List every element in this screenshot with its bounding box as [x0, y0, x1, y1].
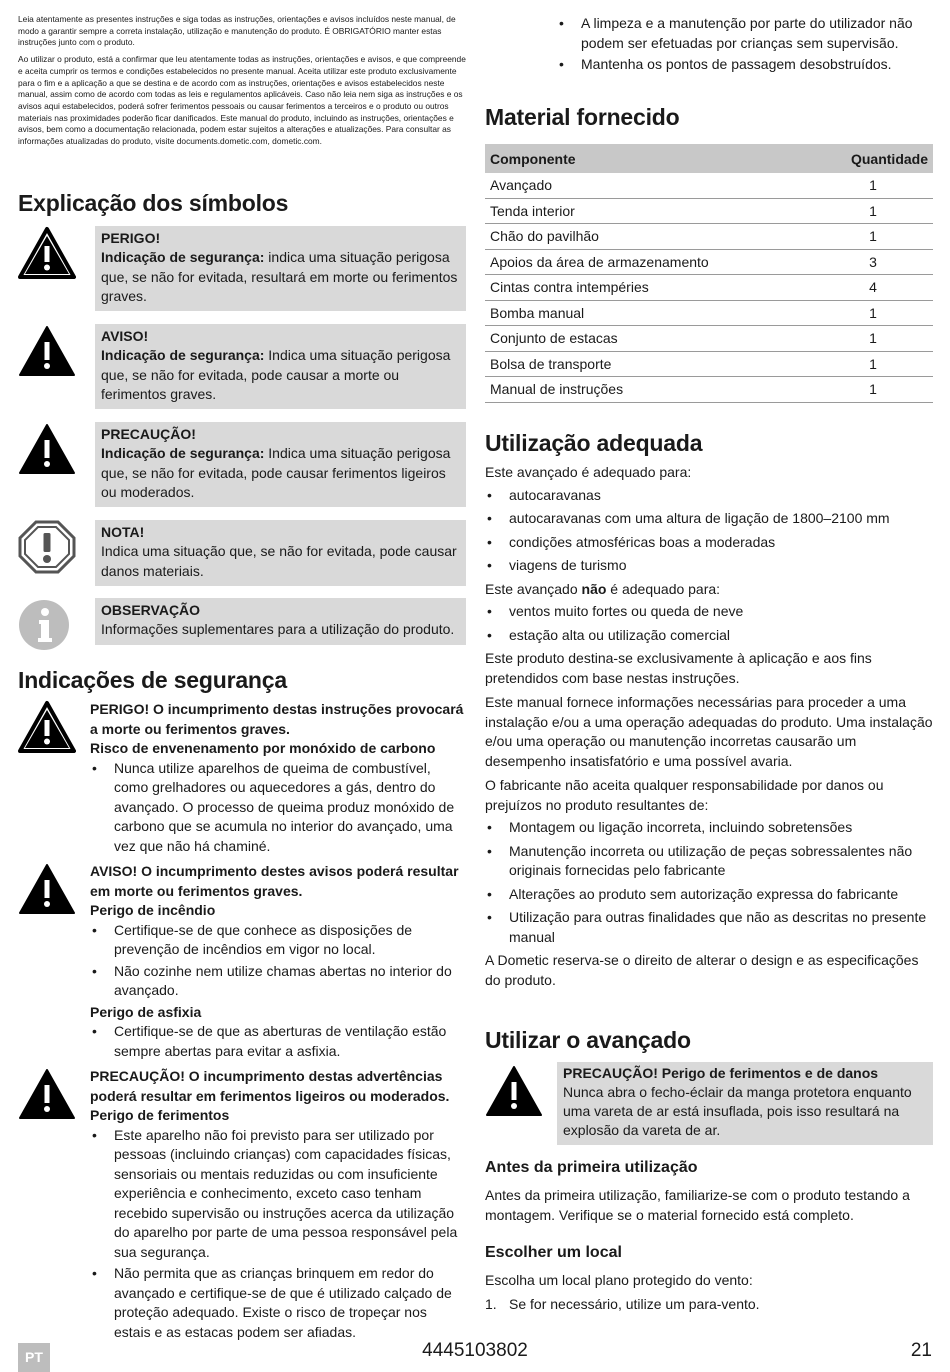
cell-qty: 1: [748, 173, 933, 198]
symbol-label: PERIGO!: [101, 230, 161, 246]
list-item: • A limpeza e a manutenção por parte do utilizador não podem ser efetuadas por crianças sem supervisão.: [557, 14, 933, 53]
symbol-caution: [18, 422, 466, 520]
safety-danger: [18, 700, 466, 856]
symbol-label: OBSERVAÇÃO: [101, 602, 201, 618]
cell-name: Cintas contra intempéries: [485, 275, 748, 301]
using-caution: [485, 1062, 933, 1144]
use-suitable-list: [485, 486, 933, 576]
safety-warning-bullets2: [90, 1022, 466, 1061]
cell-name: Conjunto de estacas: [485, 326, 748, 352]
symbol-info-box: [95, 598, 466, 645]
symbol-text: Informações suplementares para a utilização do produto.: [101, 621, 455, 638]
list-item: • estação alta ou utilização comercial: [485, 626, 933, 646]
safety-warning-bullets1: [90, 921, 466, 1001]
col-quantity: Quantidade: [748, 144, 933, 173]
col-component: Componente: [485, 144, 748, 173]
intro-paragraph-1: Leia atentamente as presentes instruções e siga todas as instruções, orientações e avisos incluídos neste manual, de modo a garantir sempre a correta instalação, utilização e manutenção do produto. É OBRIGATÓRIO manter estas instruções junto com o produto.: [18, 14, 456, 48]
safety-warning-sub1: Perigo de incêndio: [90, 902, 216, 918]
info-circle-icon: [18, 598, 76, 652]
location-title: Escolher um local: [485, 1244, 622, 1261]
symbol-info: [18, 598, 466, 658]
table-row: [485, 300, 933, 326]
list-item: • Não permita que as crianças brinquem em redor do avançado e certifique-se de que é utilizado calçado de proteção adequado. Existe o risco de tropeçar nos estais e as estacas podem ser afiadas.: [90, 1264, 466, 1342]
warning-triangle-icon: [18, 862, 76, 916]
list-item: • Certifique-se de que as aberturas de ventilação estão sempre abertas para evitar a asfixia.: [90, 1022, 466, 1061]
text-part: é adequado para:: [606, 580, 721, 597]
list-item: • Mantenha os pontos de passagem desobstruídos.: [557, 55, 933, 75]
symbol-warning: [18, 324, 466, 422]
symbol-text: Indica uma situação que, se não for evitada, pode causar danos materiais.: [101, 543, 457, 579]
language-badge: PT: [18, 1343, 50, 1372]
table-row: [485, 249, 933, 275]
using-caution-text: Nunca abra o fecho-éclair da manga protetora enquanto uma vareta de ar está insuflada, pois isso resultará na explosão da vareta de ar.: [563, 1084, 912, 1138]
symbol-notice: [18, 520, 466, 598]
symbol-lead: Indicação de segurança:: [101, 445, 265, 462]
safety-danger-heading: PERIGO! O incumprimento destas instruções provocará a morte ou ferimentos graves.: [90, 701, 464, 737]
symbol-danger: [18, 226, 466, 324]
list-item: • Manutenção incorreta ou utilização de peças sobressalentes não originais fornecidas pelo fabricante: [485, 842, 933, 881]
use-section: [485, 463, 933, 990]
list-item: • viagens de turismo: [485, 556, 933, 576]
symbol-label: PRECAUÇÃO!: [101, 426, 196, 442]
use-title: Utilização adequada: [485, 430, 703, 456]
location-steps: [485, 1295, 933, 1315]
first-use-title: Antes da primeira utilização: [485, 1159, 698, 1176]
use-p1: Este produto destina-se exclusivamente à aplicação e aos fins pretendidos com base nestas instruções.: [485, 650, 872, 686]
symbol-notice-box: [95, 520, 466, 586]
step-text: Se for necessário, utilize um para-vento.: [509, 1296, 760, 1312]
table-header-row: [485, 144, 933, 173]
text-part: Este avançado: [485, 580, 582, 597]
list-item: • autocaravanas: [485, 486, 933, 506]
first-use-text: Antes da primeira utilização, familiarize-se com o produto testando a montagem. Verifique se o material fornecido está completo.: [485, 1187, 910, 1223]
location-text: Escolha um local plano protegido do vento:: [485, 1272, 753, 1288]
table-row: [485, 275, 933, 301]
safety-warning-heading: AVISO! O incumprimento destes avisos poderá resultar em morte ou ferimentos graves.: [90, 863, 459, 899]
safety-warning: [18, 862, 466, 1061]
notice-octagon-icon: [18, 520, 76, 574]
use-liability-list: [485, 818, 933, 947]
list-item: • Nunca utilize aparelhos de queima de combustível, como grelhadores ou aquecedores a gás, dentro do avançado. O processo de queima produz monóxido de carbono que se acumula no interior do avançado, uma vez que não há chaminé.: [90, 759, 466, 857]
use-p3: O fabricante não aceita qualquer responsabilidade por danos ou prejuízos no produto resultantes de:: [485, 777, 884, 813]
list-item: • autocaravanas com uma altura de ligação de 1800–2100 mm: [485, 509, 933, 529]
list-item: • Alterações ao produto sem autorização expressa do fabricante: [485, 885, 933, 905]
warning-triangle-icon: [485, 1064, 543, 1118]
cell-qty: 1: [748, 224, 933, 250]
table-row: [485, 224, 933, 250]
symbols-list: [18, 226, 466, 658]
table-row: [485, 377, 933, 403]
list-item: • Este aparelho não foi previsto para ser utilizado por pessoas (incluindo crianças) com capacidades físicas, sensoriais ou mentais reduzidas ou com insuficiente experiência e conhecimento, exceto caso tenham recebido supervisão ou instruções acerca da utilização do aparelho por parte de uma pessoa responsável pela sua segurança.: [90, 1126, 466, 1263]
safety-danger-sub: Risco de envenenamento por monóxido de carbono: [90, 740, 436, 756]
warning-triangle-icon: [18, 1067, 76, 1121]
cell-name: Manual de instruções: [485, 377, 748, 403]
safety-caution-heading: PRECAUÇÃO! O incumprimento destas advertências poderá resultar em ferimentos ligeiros ou moderados.: [90, 1068, 450, 1104]
list-item: • Utilização para outras finalidades que não as descritas no presente manual: [485, 908, 933, 947]
use-p2: Este manual fornece informações necessárias para proceder a uma instalação e/ou a uma operação adequadas do produto. Uma instalação e/ou uma operação ou manutenção incorretas causarão um desempenho insatisfatório e uma possível avaria.: [485, 694, 933, 769]
symbol-text: indica uma situação perigosa que, se não for evitada, resultará em morte ou ferimentos graves.: [101, 249, 458, 304]
using-caution-box: [557, 1062, 933, 1145]
list-item: [485, 1295, 933, 1315]
safety-continued-bullets: [557, 14, 933, 75]
use-suitable-intro: Este avançado é adequado para:: [485, 464, 692, 480]
warning-triangle-icon: [18, 226, 76, 280]
cell-qty: 3: [748, 249, 933, 275]
table-row: [485, 351, 933, 377]
table-row: [485, 198, 933, 224]
safety-caution-bullets: [90, 1126, 466, 1343]
safety-caution-sub: Perigo de ferimentos: [90, 1107, 230, 1123]
warning-triangle-icon: [18, 324, 76, 378]
cell-name: Bomba manual: [485, 300, 748, 326]
page-number: 21: [910, 1340, 932, 1361]
list-item: • Não cozinhe nem utilize chamas abertas no interior do avançado.: [90, 962, 466, 1001]
symbol-lead: Indicação de segurança:: [101, 249, 265, 266]
cell-qty: 1: [748, 351, 933, 377]
warning-triangle-icon: [18, 700, 76, 754]
symbol-label: AVISO!: [101, 328, 149, 344]
symbols-title: Explicação dos símbolos: [18, 190, 289, 216]
cell-qty: 1: [748, 198, 933, 224]
use-p4: A Dometic reserva-se o direito de alterar o design e as especificações do produto.: [485, 952, 919, 988]
table-row: [485, 326, 933, 352]
use-not-intro: [485, 580, 933, 600]
cell-qty: 1: [748, 300, 933, 326]
material-title: Material fornecido: [485, 104, 680, 130]
warning-triangle-icon: [18, 422, 76, 476]
cell-name: Bolsa de transporte: [485, 351, 748, 377]
cell-qty: 1: [748, 377, 933, 403]
table-row: [485, 173, 933, 198]
text-emphasis: não: [581, 580, 607, 597]
cell-qty: 1: [748, 326, 933, 352]
using-title: Utilizar o avançado: [485, 1027, 691, 1053]
document-code: 4445103802: [422, 1340, 528, 1361]
cell-name: Apoios da área de armazenamento: [485, 249, 748, 275]
list-item: • Montagem ou ligação incorreta, incluindo sobretensões: [485, 818, 933, 838]
cell-name: Avançado: [485, 173, 748, 198]
symbol-danger-box: [95, 226, 466, 311]
intro-paragraph-2: Ao utilizar o produto, está a confirmar que leu atentamente todas as instruções, orientações e avisos, e que compreende e aceita cumprir os termos e condições estabelecidos no presente manual. Aceita utilizar este produto exclusivamente para o fim e a aplicação a que se destina e de acordo com as instruções, orientações e avisos estabelecidos neste manual, assim como de acordo com todas as leis e regulamentos aplicáveis. Caso não leia nem siga as instruções e os avisos aqui estabelecidos, poderá sofrer ferimentos pessoais ou causar ferimentos a terceiros e o produto ou outros materiais nas proximidades poderão ficar danificados. Este manual do produto, incluindo as instruções, orientações e avisos, bem como a documentação relacionada, podem estar sujeitos a alterações e atualizações. Para consultar as informações atualizadas do produto, visite documents.dometic.com, dometic.com.: [18, 54, 466, 147]
safety-danger-bullets: [90, 759, 466, 857]
symbol-lead: Indicação de segurança:: [101, 347, 265, 364]
symbol-text: Indica uma situação perigosa que, se não for evitada, pode causar ferimentos ligeiros ou moderados.: [101, 445, 451, 500]
safety-list: [18, 700, 466, 1342]
symbol-text: Indica uma situação perigosa que, se não for evitada, pode causar a morte ou ferimentos graves.: [101, 347, 451, 402]
safety-warning-sub2: Perigo de asfixia: [90, 1003, 202, 1020]
step-number: 1.: [485, 1296, 497, 1312]
safety-caution: [18, 1067, 466, 1342]
symbol-warning-box: [95, 324, 466, 409]
cell-name: Tenda interior: [485, 198, 748, 224]
symbol-caution-box: [95, 422, 466, 507]
use-not-list: [485, 602, 933, 645]
list-item: • condições atmosféricas boas a moderadas: [485, 533, 933, 553]
list-item: • ventos muito fortes ou queda de neve: [485, 602, 933, 622]
safety-title: Indicações de segurança: [18, 667, 287, 693]
symbol-label: NOTA!: [101, 524, 145, 540]
list-item: • Certifique-se de que conhece as disposições de prevenção de incêndios em vigor no local.: [90, 921, 466, 960]
cell-name: Chão do pavilhão: [485, 224, 748, 250]
cell-qty: 4: [748, 275, 933, 301]
using-caution-heading: PRECAUÇÃO! Perigo de ferimentos e de danos: [563, 1065, 879, 1081]
material-table: [485, 144, 933, 403]
